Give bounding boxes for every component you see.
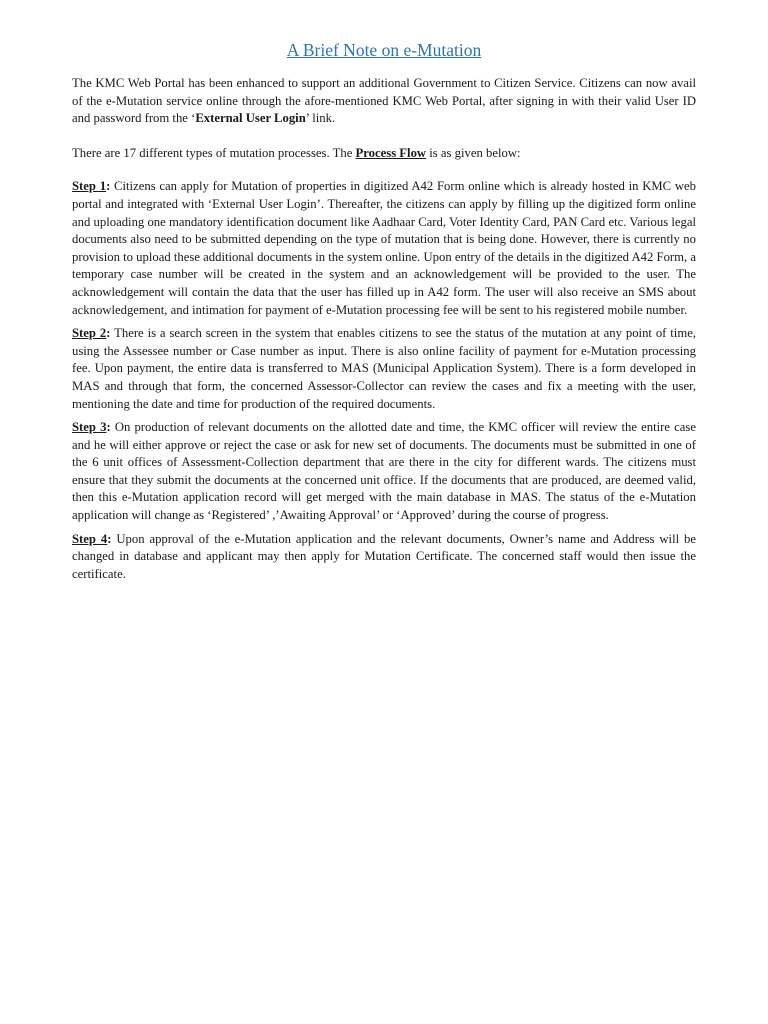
step-1-label: Step 1 bbox=[72, 179, 107, 194]
step-2-label: Step 2 bbox=[72, 326, 107, 341]
step-1-colon: : bbox=[106, 179, 111, 194]
types-text-before: There are 17 different types of mutation processes. The bbox=[72, 145, 356, 160]
intro-text-before: The KMC Web Portal has been enhanced to support an additional Government to Citizen Service. Citizens can now avail of the e-Mutation service online through the afore-mentioned KMC Web Portal, after signing in with their valid User ID and password from the ‘ bbox=[72, 76, 696, 126]
step-4-label: Step 4 bbox=[72, 531, 108, 546]
types-text-after: is as given below: bbox=[426, 145, 521, 160]
step-4-colon: : bbox=[107, 531, 112, 546]
step-4-text: Upon approval of the e-Mutation application and the relevant documents, Owner’s name and Address will be changed in database and applicant may then apply for Mutation Certificate. The concerned staff would then issue the certificate. bbox=[72, 531, 696, 581]
step-2-colon: : bbox=[106, 326, 111, 341]
step-1-text: Citizens can apply for Mutation of properties in digitized A42 Form online which is already hosted in KMC web portal and integrated with ‘External User Login’. Thereafter, the citizens can apply by filling up the digitized form online and uploading one mandatory identification document like Aadhaar Card, Voter Identity Card, PAN Card etc. Various legal documents also need to be submitted depending on the type of mutation that is being done. However, there is currently no provision to upload these additional documents in the system online. Upon entry of the details in the digitized A42 Form, a temporary case number will be created in the system and an acknowledgement will be provided to the user. The acknowledgement will contain the data that the user has filled up in A42 form. The user will also receive an SMS about acknowledgement, and intimation for payment of e-Mutation processing fee will be sent to his registered mobile number. bbox=[72, 179, 696, 317]
step-3-colon: : bbox=[106, 420, 111, 435]
step-1-paragraph bbox=[72, 178, 696, 319]
intro-paragraph bbox=[72, 75, 696, 128]
page-title: A Brief Note on e-Mutation bbox=[286, 40, 482, 60]
step-4-paragraph bbox=[72, 531, 696, 584]
step-3-paragraph bbox=[72, 419, 696, 525]
intro-text-after: ’ link. bbox=[305, 111, 336, 126]
step-3-label: Step 3 bbox=[72, 420, 107, 435]
step-2-text: There is a search screen in the system that enables citizens to see the status of the mutation at any point of time, using the Assessee number or Case number as input. There is also online facility of payment for e-Mutation processing fee. Upon payment, the entire data is transferred to MAS (Municipal Application System). There is a form developed in MAS and through that form, the concerned Assessor-Collector can review the cases and fix a meeting with the user, mentioning the date and time for production of the required documents. bbox=[72, 326, 697, 411]
step-3-text: On production of relevant documents on the allotted date and time, the KMC officer will review the entire case and he will either approve or reject the case or ask for new set of documents. The documents must be submitted in one of the 6 unit offices of Assessment-Collection department that are there in the city for different wards. The citizens must ensure that they submit the documents at the concerned unit office. If the documents that are produced, are deemed valid, then this e-Mutation application record will get merged with the main database in MAS. The status of the e-Mutation application will change as ‘Registered’ ,’Awaiting Approval’ or ‘Approved’ during the course of progress. bbox=[72, 420, 697, 523]
process-types-paragraph bbox=[72, 145, 696, 163]
external-user-login-text: External User Login bbox=[195, 111, 306, 126]
step-2-paragraph bbox=[72, 325, 696, 413]
process-flow-text: Process Flow bbox=[355, 145, 427, 160]
